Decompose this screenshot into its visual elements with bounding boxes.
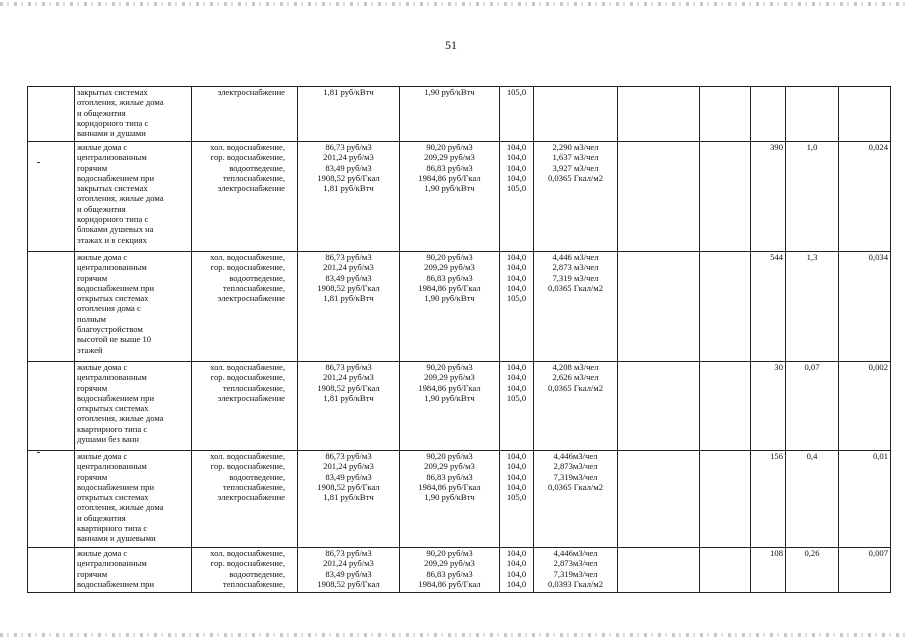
share-cell: 0,007	[839, 548, 891, 593]
scan-noise-bottom	[0, 633, 905, 637]
housing-type-cell: жилые дома с централизованным горячим водоснабжением при	[75, 548, 192, 593]
norm-cell: 2,290 м3/чел 1,637 м3/чел 3,927 м3/чел 0,0365 Гкал/м2	[534, 142, 618, 252]
share-cell: 0,01	[839, 451, 891, 548]
table-row	[28, 548, 891, 593]
coef-cell: 0,07	[786, 362, 839, 451]
index-cell: 104,0 104,0 104,0 105,0	[500, 362, 534, 451]
empty-cell	[618, 142, 700, 252]
count-cell: 108	[751, 548, 786, 593]
table-row	[28, 142, 891, 252]
coef-cell: 1,0	[786, 142, 839, 252]
row-number-cell	[28, 252, 75, 362]
tariff-new-cell: 90,20 руб/м3 209,29 руб/м3 86,83 руб/м3 1984,86 руб/Гкал 1,90 руб/кВтч	[400, 451, 500, 548]
scan-speck	[37, 162, 40, 163]
services-cell: хол. водоснабжение, гор. водоснабжение, водоотведение, теплоснабжение, электроснабжение	[192, 252, 298, 362]
table-body	[28, 87, 891, 593]
norm-cell: 4,208 м3/чел 2,626 м3/чел 0,0365 Гкал/м2	[534, 362, 618, 451]
count-cell: 390	[751, 142, 786, 252]
coef-cell: 0,4	[786, 451, 839, 548]
housing-type-cell: жилые дома с централизованным горячим водоснабжением при открытых системах отопления, жилые дома и общежития квартирного типа с ваннами и душевыми	[75, 451, 192, 548]
empty-cell	[618, 87, 700, 142]
empty-cell	[618, 362, 700, 451]
services-cell: хол. водоснабжение, гор. водоснабжение, водоотведение, теплоснабжение, электроснабжение	[192, 142, 298, 252]
tariff-old-cell: 86,73 руб/м3 201,24 руб/м3 83,49 руб/м3 1908,52 руб/Гкал 1,81 руб/кВтч	[298, 451, 400, 548]
table-row	[28, 252, 891, 362]
housing-type-cell: закрытых системах отопления, жилые дома и общежития коридорного типа с ваннами и душами	[75, 87, 192, 142]
row-number-cell	[28, 142, 75, 252]
coef-cell	[786, 87, 839, 142]
empty-cell	[700, 362, 751, 451]
services-cell: хол. водоснабжение, гор. водоснабжение, водоотведение, теплоснабжение, электроснабжение	[192, 451, 298, 548]
empty-cell	[700, 87, 751, 142]
row-number-cell	[28, 548, 75, 593]
index-cell: 105,0	[500, 87, 534, 142]
count-cell: 156	[751, 451, 786, 548]
scan-speck	[37, 452, 40, 453]
empty-cell	[700, 252, 751, 362]
table-row	[28, 87, 891, 142]
tariff-new-cell: 1,90 руб/кВтч	[400, 87, 500, 142]
norm-cell: 4,446м3/чел 2,873м3/чел 7,319м3/чел 0,0365 Гкал/м2	[534, 451, 618, 548]
empty-cell	[700, 142, 751, 252]
coef-cell: 0,26	[786, 548, 839, 593]
index-cell: 104,0 104,0 104,0 104,0 105,0	[500, 451, 534, 548]
tariff-new-cell: 90,20 руб/м3 209,29 руб/м3 86,83 руб/м3 1984,86 руб/Гкал	[400, 548, 500, 593]
count-cell	[751, 87, 786, 142]
tariff-new-cell: 90,20 руб/м3 209,29 руб/м3 1984,86 руб/Гкал 1,90 руб/кВтч	[400, 362, 500, 451]
housing-type-cell: жилые дома с централизованным горячим водоснабжением при открытых системах отопления дома с полным благоустройством высотой не выше 10 этажей	[75, 252, 192, 362]
empty-cell	[700, 548, 751, 593]
norm-cell	[534, 87, 618, 142]
scan-noise-top	[0, 2, 905, 6]
count-cell: 30	[751, 362, 786, 451]
empty-cell	[618, 451, 700, 548]
norm-cell: 4,446 м3/чел 2,873 м3/чел 7,319 м3/чел 0,0365 Гкал/м2	[534, 252, 618, 362]
tariff-old-cell: 1,81 руб/кВтч	[298, 87, 400, 142]
tariff-new-cell: 90,20 руб/м3 209,29 руб/м3 86,83 руб/м3 1984,86 руб/Гкал 1,90 руб/кВтч	[400, 142, 500, 252]
row-number-cell	[28, 87, 75, 142]
coef-cell: 1,3	[786, 252, 839, 362]
index-cell: 104,0 104,0 104,0 104,0 105,0	[500, 252, 534, 362]
row-number-cell	[28, 362, 75, 451]
housing-type-cell: жилые дома с централизованным горячим водоснабжением при открытых системах отопления, жилые дома квартирного типа с душами без ванн	[75, 362, 192, 451]
row-number-cell	[28, 451, 75, 548]
services-cell: хол. водоснабжение, гор. водоснабжение, теплоснабжение, электроснабжение	[192, 362, 298, 451]
count-cell: 544	[751, 252, 786, 362]
table-row	[28, 451, 891, 548]
tariff-old-cell: 86,73 руб/м3 201,24 руб/м3 1908,52 руб/Гкал 1,81 руб/кВтч	[298, 362, 400, 451]
tariff-old-cell: 86,73 руб/м3 201,24 руб/м3 83,49 руб/м3 1908,52 руб/Гкал 1,81 руб/кВтч	[298, 142, 400, 252]
share-cell: 0,024	[839, 142, 891, 252]
share-cell	[839, 87, 891, 142]
share-cell: 0,034	[839, 252, 891, 362]
empty-cell	[618, 548, 700, 593]
index-cell: 104,0 104,0 104,0 104,0	[500, 548, 534, 593]
tariff-table	[27, 86, 891, 593]
empty-cell	[618, 252, 700, 362]
share-cell: 0,002	[839, 362, 891, 451]
page-number: 51	[445, 38, 457, 52]
services-cell: хол. водоснабжение, гор. водоснабжение, водоотведение, теплоснабжение,	[192, 548, 298, 593]
housing-type-cell: жилые дома с централизованным горячим водоснабжением при закрытых системах отопления, жилые дома и общежития коридорного типа с блоками душевых на этажах и в секциях	[75, 142, 192, 252]
tariff-new-cell: 90,20 руб/м3 209,29 руб/м3 86,83 руб/м3 1984,86 руб/Гкал 1,90 руб/кВтч	[400, 252, 500, 362]
services-cell: электроснабжение	[192, 87, 298, 142]
table-row	[28, 362, 891, 451]
tariff-old-cell: 86,73 руб/м3 201,24 руб/м3 83,49 руб/м3 1908,52 руб/Гкал 1,81 руб/кВтч	[298, 252, 400, 362]
norm-cell: 4,446м3/чел 2,873м3/чел 7,319м3/чел 0,0393 Гкал/м2	[534, 548, 618, 593]
index-cell: 104,0 104,0 104,0 104,0 105,0	[500, 142, 534, 252]
tariff-old-cell: 86,73 руб/м3 201,24 руб/м3 83,49 руб/м3 1908,52 руб/Гкал	[298, 548, 400, 593]
empty-cell	[700, 451, 751, 548]
